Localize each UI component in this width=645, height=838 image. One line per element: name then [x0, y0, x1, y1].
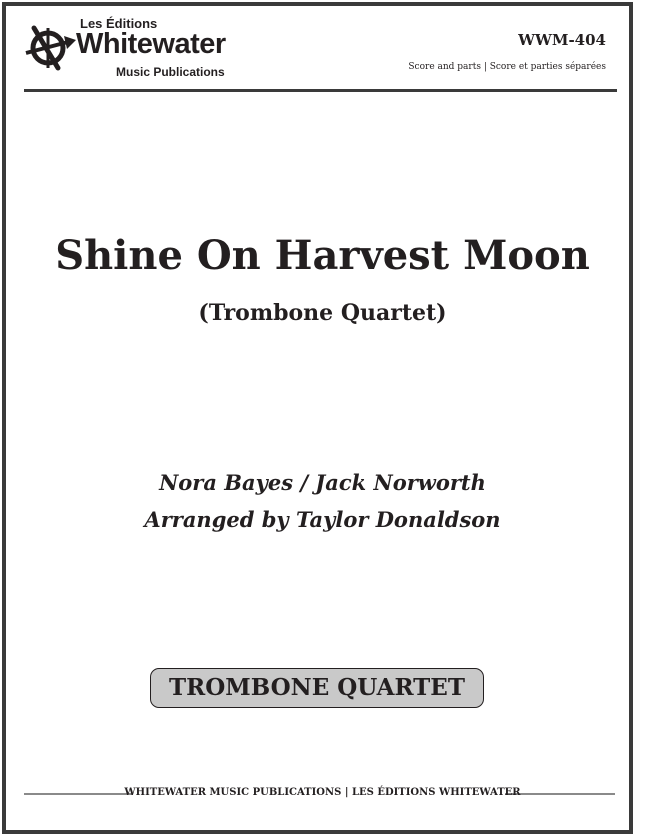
header-divider — [24, 89, 617, 92]
arranger-credit: Arranged by Taylor Donaldson — [144, 507, 501, 532]
catalog-code: WWM-404 — [518, 31, 606, 49]
ensemble-badge: TROMBONE QUARTET — [150, 668, 484, 708]
page-subtitle: (Trombone Quartet) — [198, 300, 447, 326]
page-title: Shine On Harvest Moon — [55, 232, 590, 279]
composer-credit: Nora Bayes / Jack Norworth — [159, 470, 486, 495]
compass-arrow-icon — [24, 22, 76, 74]
page-frame — [2, 2, 633, 834]
logo-small-text: Les Éditions — [80, 16, 158, 31]
logo-brand-text: Whitewater — [76, 28, 226, 60]
edition-info: Score and parts | Score et parties séparées — [408, 62, 606, 72]
footer-text: WHITEWATER MUSIC PUBLICATIONS | LES ÉDITIONS WHITEWATER — [124, 787, 521, 798]
publisher-logo — [24, 16, 234, 82]
logo-sub-text: Music Publications — [116, 65, 225, 79]
